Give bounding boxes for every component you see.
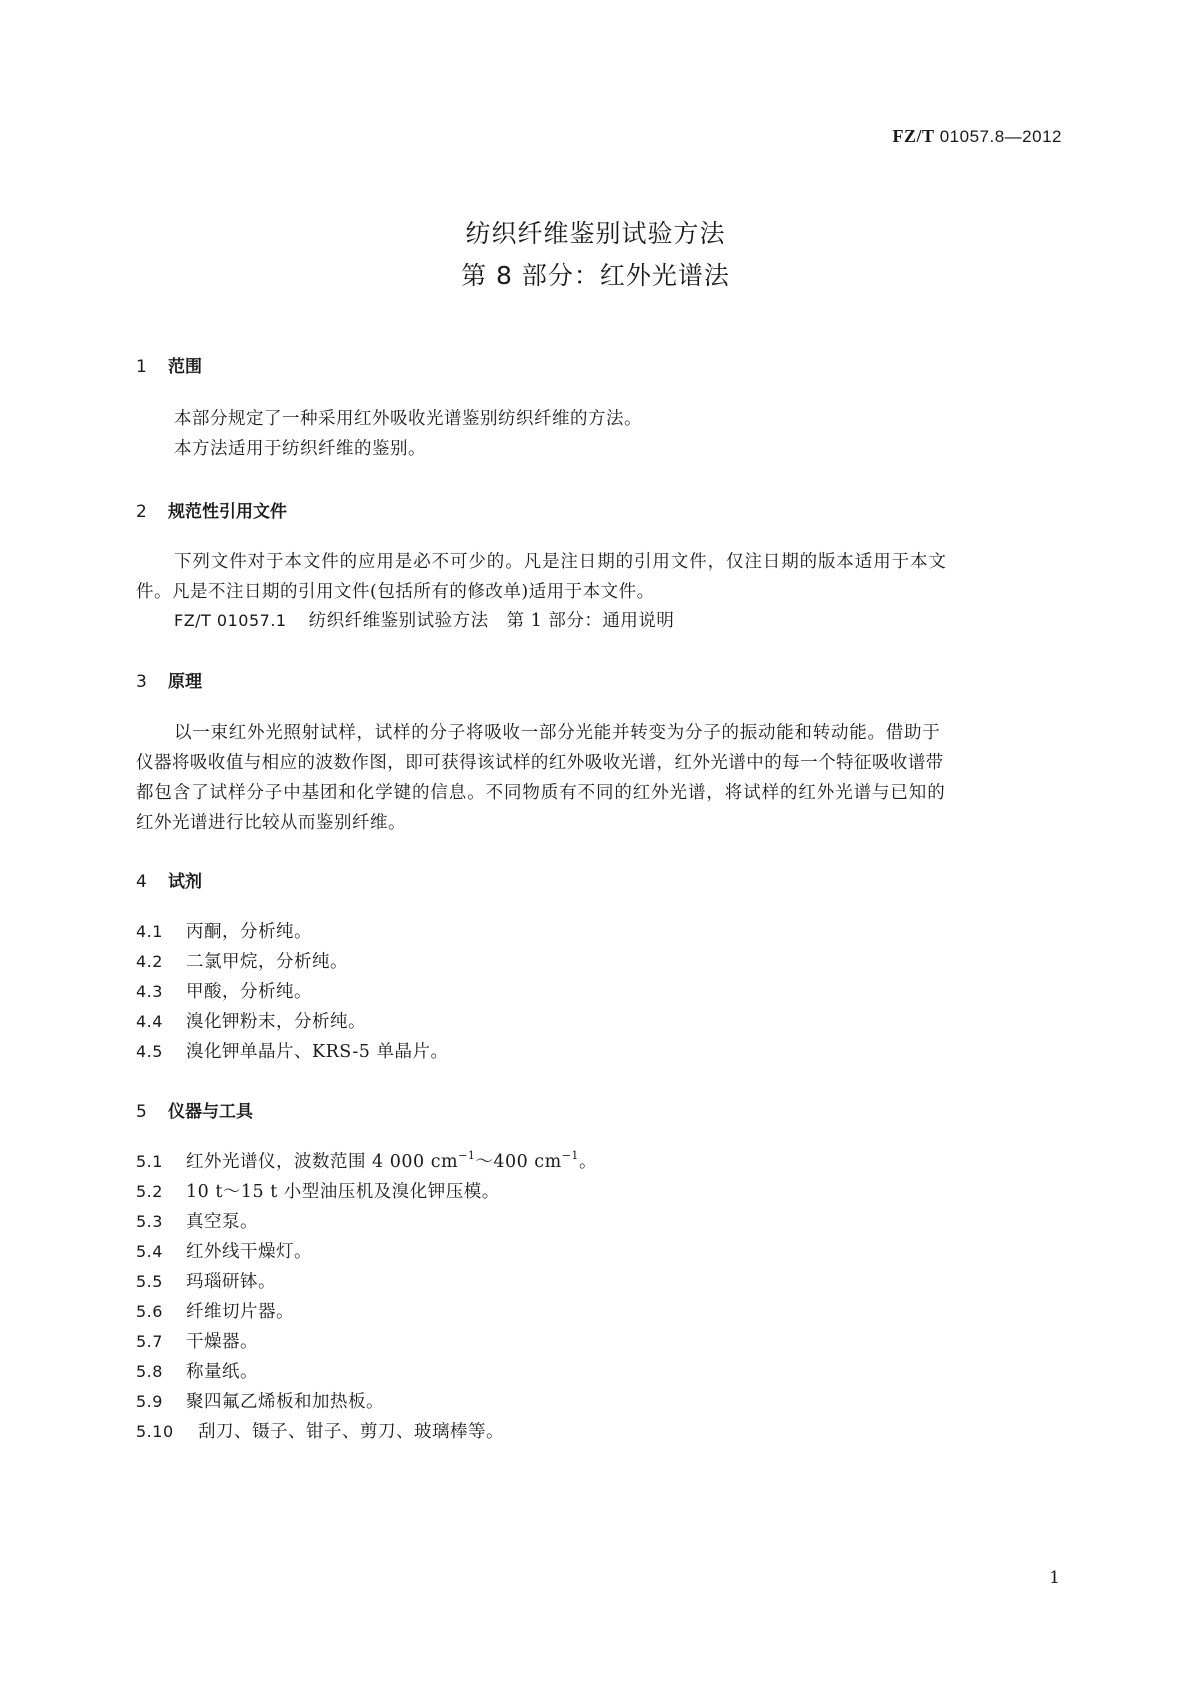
item-text: 溴化钾粉末，分析纯。 <box>186 1012 366 1032</box>
item-text: 10 t～15 t 小型油压机及溴化钾压模。 <box>186 1182 500 1202</box>
equipment-item <box>136 1238 312 1263</box>
item-text: 玛瑙研钵。 <box>186 1272 276 1292</box>
normative-reference <box>174 606 674 636</box>
section-1-para-1: 本部分规定了一种采用红外吸收光谱鉴别纺织纤维的方法。 <box>174 409 642 429</box>
section-3-line-1: 以一束红外光照射试样，试样的分子将吸收一部分光能并转变为分子的振动能和转动能。借助于 <box>174 723 941 743</box>
superscript: −1 <box>458 1149 476 1162</box>
reagent-item <box>136 1008 366 1033</box>
item-text: 刮刀、镊子、钳子、剪刀、玻璃棒等。 <box>198 1422 504 1442</box>
item-number: 5.6 <box>136 1302 163 1321</box>
section-4-heading <box>136 867 202 892</box>
superscript: −1 <box>561 1149 579 1162</box>
section-3-line-3: 都包含了试样分子中基团和化学键的信息。不同物质有不同的红外光谱，将试样的红外光谱与已知的 <box>136 783 946 803</box>
equipment-item <box>136 1388 384 1413</box>
item-text-c: 。 <box>578 1152 597 1172</box>
equipment-item <box>136 1208 258 1233</box>
section-number: 5 <box>136 1102 147 1122</box>
section-2-para-line-2: 件。凡是不注日期的引用文件(包括所有的修改单)适用于本文件。 <box>136 582 655 602</box>
item-number: 5.9 <box>136 1392 163 1411</box>
item-number: 4.1 <box>136 922 163 941</box>
item-text: 干燥器。 <box>186 1332 258 1352</box>
section-2-heading <box>136 497 287 522</box>
section-1-para-2: 本方法适用于纺织纤维的鉴别。 <box>174 439 426 459</box>
section-number: 1 <box>136 357 147 377</box>
item-number: 4.3 <box>136 982 163 1001</box>
section-title: 试剂 <box>168 872 202 892</box>
item-text: 二氯甲烷，分析纯。 <box>186 952 348 972</box>
section-number: 3 <box>136 672 147 692</box>
item-number: 5.10 <box>136 1422 174 1441</box>
item-number: 4.2 <box>136 952 163 971</box>
item-text-a: 红外光谱仪，波数范围 4 000 cm <box>186 1152 459 1172</box>
item-text: 丙酮，分析纯。 <box>186 922 312 942</box>
equipment-item <box>136 1358 258 1383</box>
item-number: 5.3 <box>136 1212 163 1231</box>
item-number: 5.2 <box>136 1182 163 1201</box>
section-number: 2 <box>136 502 147 522</box>
item-number: 5.1 <box>136 1152 163 1171</box>
section-5-heading <box>136 1097 253 1122</box>
page-number: 1 <box>1049 1568 1060 1588</box>
item-number: 5.7 <box>136 1332 163 1351</box>
item-text: 甲酸，分析纯。 <box>186 982 312 1002</box>
reagent-item <box>136 948 348 973</box>
section-3-line-2: 仪器将吸收值与相应的波数作图，即可获得该试样的红外吸收光谱，红外光谱中的每一个特征吸收谱带 <box>136 753 944 773</box>
item-text: 纤维切片器。 <box>186 1302 294 1322</box>
item-text-b: ～400 cm <box>475 1152 562 1172</box>
section-2-para-line-1: 下列文件对于本文件的应用是必不可少的。凡是注日期的引用文件，仅注日期的版本适用于本文 <box>174 552 947 572</box>
reagent-item <box>136 1038 449 1063</box>
equipment-item <box>136 1178 500 1203</box>
reference-code: FZ/T 01057.1 <box>174 611 287 630</box>
section-title: 原理 <box>168 672 202 692</box>
section-title: 范围 <box>168 357 202 377</box>
section-3-line-4: 红外光谱进行比较从而鉴别纤维。 <box>136 813 406 833</box>
standard-code <box>820 126 1062 147</box>
item-text: 称量纸。 <box>186 1362 258 1382</box>
section-title: 规范性引用文件 <box>168 502 287 522</box>
item-text: 溴化钾单晶片、KRS-5 单晶片。 <box>186 1042 449 1062</box>
item-number: 5.4 <box>136 1242 163 1261</box>
item-text: 红外线干燥灯。 <box>186 1242 312 1262</box>
section-1-heading <box>136 352 202 377</box>
section-3-heading <box>136 667 202 692</box>
equipment-item <box>136 1418 504 1443</box>
reference-title: 纺织纤维鉴别试验方法 第 1 部分：通用说明 <box>308 611 675 631</box>
document-title-line2: 第 8 部分：红外光谱法 <box>461 261 730 290</box>
section-title: 仪器与工具 <box>168 1102 253 1122</box>
equipment-item <box>136 1328 258 1353</box>
standard-prefix: FZ/T <box>892 126 935 146</box>
equipment-item <box>136 1298 294 1323</box>
equipment-item <box>136 1148 597 1173</box>
equipment-item <box>136 1268 276 1293</box>
item-number: 4.4 <box>136 1012 163 1031</box>
item-number: 4.5 <box>136 1042 163 1061</box>
item-text: 真空泵。 <box>186 1212 258 1232</box>
item-number: 5.8 <box>136 1362 163 1381</box>
reagent-item <box>136 978 312 1003</box>
item-text: 聚四氟乙烯板和加热板。 <box>186 1392 384 1412</box>
item-number: 5.5 <box>136 1272 163 1291</box>
reagent-item <box>136 918 312 943</box>
section-number: 4 <box>136 872 147 892</box>
document-title-line1: 纺织纤维鉴别试验方法 <box>465 219 726 248</box>
standard-number: 01057.8—2012 <box>939 127 1062 146</box>
